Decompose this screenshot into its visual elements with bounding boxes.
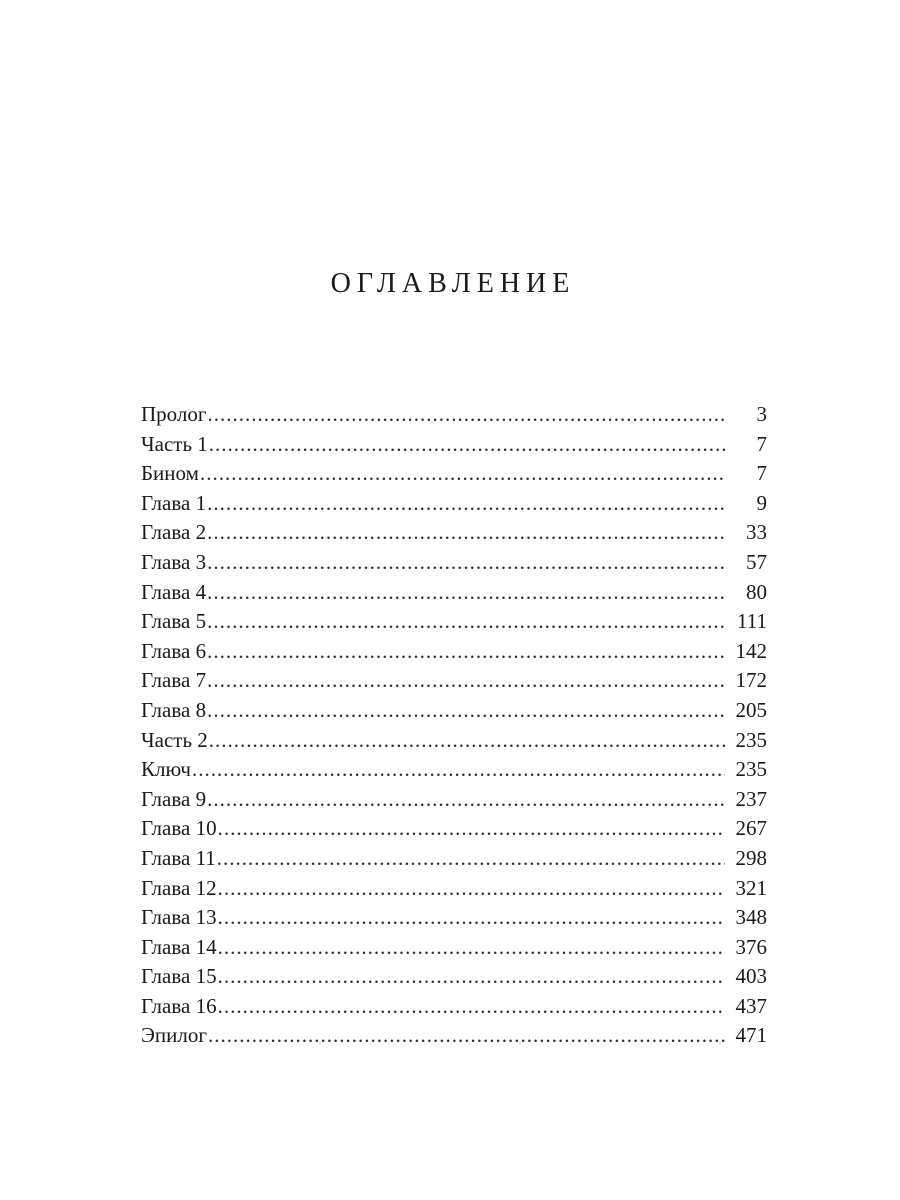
table-of-contents bbox=[141, 400, 767, 1051]
toc-entry-label: Глава 14 bbox=[141, 934, 217, 959]
toc-entry-page-number: 172 bbox=[735, 668, 767, 693]
toc-entry-page-number: 298 bbox=[735, 845, 767, 870]
toc-entry-label: Часть 1 bbox=[141, 431, 208, 456]
toc-entry-label: Глава 6 bbox=[141, 638, 207, 663]
toc-entry-page-number: 235 bbox=[735, 727, 767, 752]
toc-entry-label: Глава 13 bbox=[141, 905, 217, 930]
toc-entry-page-number: 33 bbox=[746, 520, 767, 545]
toc-entry bbox=[141, 637, 767, 667]
toc-entry-label: Глава 12 bbox=[141, 875, 217, 900]
toc-entry-page-number: 376 bbox=[735, 934, 767, 959]
toc-dot-leader bbox=[218, 933, 725, 963]
toc-entry-page-number: 111 bbox=[737, 609, 767, 634]
toc-entry-label: Глава 10 bbox=[141, 816, 217, 841]
toc-entry-page-number: 57 bbox=[746, 549, 767, 574]
toc-entry bbox=[141, 1021, 767, 1051]
toc-entry-label: Глава 5 bbox=[141, 609, 207, 634]
toc-entry bbox=[141, 962, 767, 992]
toc-entry bbox=[141, 578, 767, 608]
toc-dot-leader bbox=[207, 637, 725, 667]
toc-entry-label: Глава 1 bbox=[141, 490, 207, 515]
toc-dot-leader bbox=[218, 992, 725, 1022]
toc-entry-label: Эпилог bbox=[141, 1023, 207, 1048]
page-title: ОГЛАВЛЕНИЕ bbox=[330, 268, 576, 299]
toc-entry bbox=[141, 518, 767, 548]
toc-entry bbox=[141, 814, 767, 844]
toc-dot-leader bbox=[209, 430, 725, 460]
toc-entry-label: Ключ bbox=[141, 757, 191, 782]
toc-entry-page-number: 471 bbox=[735, 1023, 767, 1048]
toc-entry bbox=[141, 755, 767, 785]
toc-dot-leader bbox=[207, 666, 725, 696]
toc-dot-leader bbox=[218, 874, 725, 904]
toc-entry-page-number: 7 bbox=[756, 431, 767, 456]
toc-dot-leader bbox=[192, 755, 725, 785]
toc-entry-label: Глава 16 bbox=[141, 993, 217, 1018]
toc-dot-leader bbox=[207, 400, 725, 430]
toc-dot-leader bbox=[208, 1021, 725, 1051]
toc-entry-page-number: 437 bbox=[735, 993, 767, 1018]
toc-dot-leader bbox=[217, 844, 725, 874]
toc-entry bbox=[141, 726, 767, 756]
toc-entry-label: Глава 2 bbox=[141, 520, 207, 545]
toc-entry-page-number: 348 bbox=[735, 905, 767, 930]
toc-entry bbox=[141, 903, 767, 933]
toc-entry bbox=[141, 785, 767, 815]
toc-entry-page-number: 235 bbox=[735, 757, 767, 782]
toc-entry bbox=[141, 607, 767, 637]
toc-entry-label: Бином bbox=[141, 461, 199, 486]
toc-entry bbox=[141, 400, 767, 430]
toc-entry-page-number: 205 bbox=[735, 697, 767, 722]
toc-entry-page-number: 142 bbox=[735, 638, 767, 663]
toc-entry bbox=[141, 666, 767, 696]
toc-entry bbox=[141, 459, 767, 489]
toc-entry bbox=[141, 992, 767, 1022]
toc-entry bbox=[141, 874, 767, 904]
toc-entry-page-number: 237 bbox=[735, 786, 767, 811]
toc-entry bbox=[141, 548, 767, 578]
toc-entry bbox=[141, 696, 767, 726]
toc-entry-page-number: 7 bbox=[756, 461, 767, 486]
toc-dot-leader bbox=[207, 518, 725, 548]
toc-entry-page-number: 80 bbox=[746, 579, 767, 604]
toc-entry-label: Глава 9 bbox=[141, 786, 207, 811]
toc-dot-leader bbox=[218, 903, 725, 933]
toc-entry-page-number: 9 bbox=[756, 490, 767, 515]
toc-entry-label: Глава 15 bbox=[141, 964, 217, 989]
toc-entry-page-number: 267 bbox=[735, 816, 767, 841]
toc-entry-label: Глава 8 bbox=[141, 697, 207, 722]
toc-dot-leader bbox=[209, 726, 725, 756]
toc-dot-leader bbox=[207, 578, 725, 608]
toc-dot-leader bbox=[207, 785, 725, 815]
toc-dot-leader bbox=[207, 548, 725, 578]
toc-entry-label: Глава 4 bbox=[141, 579, 207, 604]
toc-entry-label: Глава 7 bbox=[141, 668, 207, 693]
toc-entry bbox=[141, 844, 767, 874]
toc-entry-label: Пролог bbox=[141, 402, 207, 426]
toc-entry bbox=[141, 489, 767, 519]
toc-entry-page-number: 403 bbox=[735, 964, 767, 989]
toc-dot-leader bbox=[218, 962, 725, 992]
toc-entry-label: Глава 3 bbox=[141, 549, 207, 574]
toc-entry-label: Часть 2 bbox=[141, 727, 208, 752]
toc-dot-leader bbox=[218, 814, 725, 844]
toc-entry bbox=[141, 933, 767, 963]
toc-dot-leader bbox=[200, 459, 725, 489]
toc-dot-leader bbox=[207, 489, 725, 519]
toc-entry-page-number: 3 bbox=[756, 402, 767, 426]
toc-entry bbox=[141, 430, 767, 460]
toc-dot-leader bbox=[207, 696, 725, 726]
toc-dot-leader bbox=[207, 607, 725, 637]
toc-entry-label: Глава 11 bbox=[141, 845, 216, 870]
toc-entry-page-number: 321 bbox=[735, 875, 767, 900]
